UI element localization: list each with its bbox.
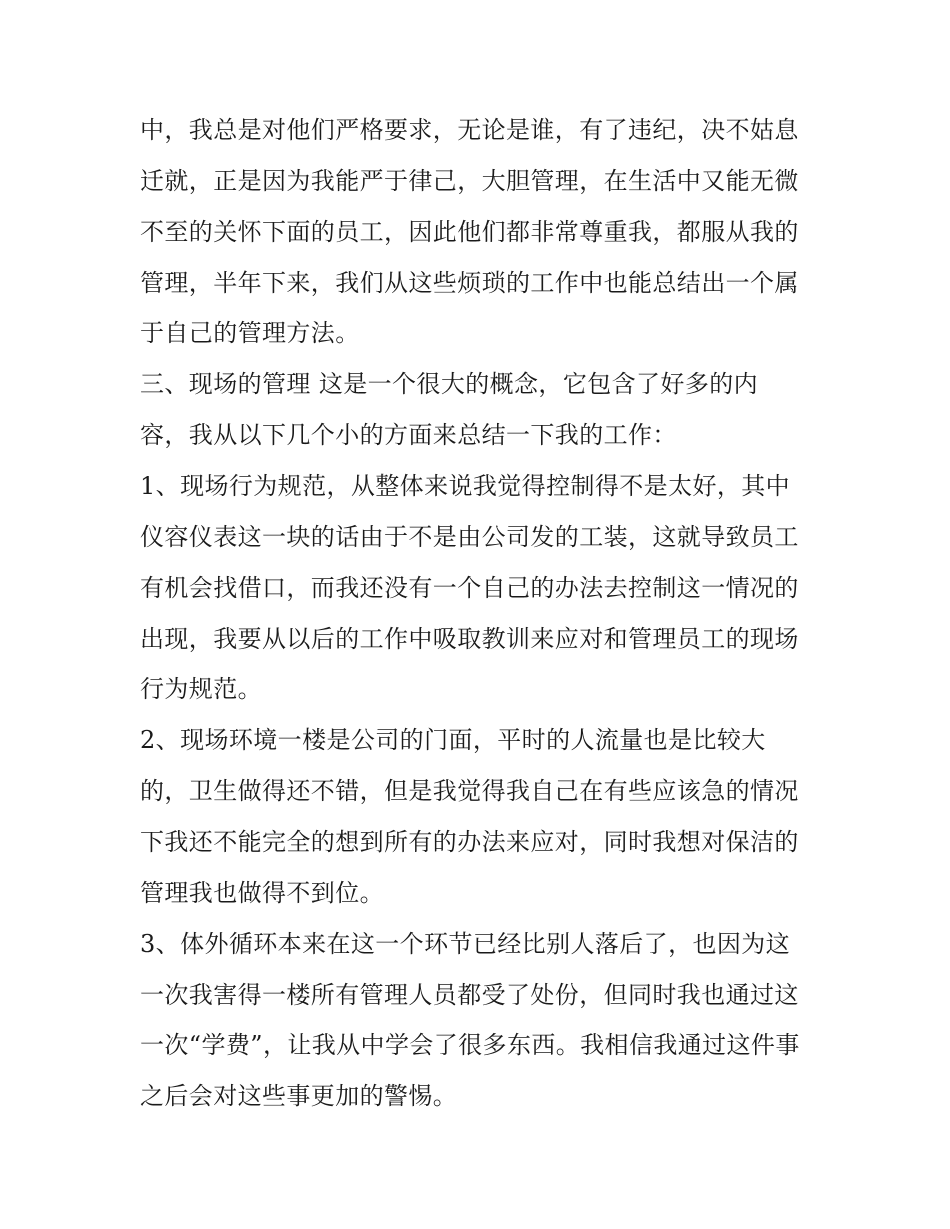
list-item-3: 3、体外循环本来在这一个环节已经比别人落后了，也因为这 [140, 930, 791, 958]
text-line: 中，我总是对他们严格要求，无论是谁，有了违纪，决不姑息 [140, 116, 799, 144]
text-line: 一次我害得一楼所有管理人员都受了处份，但同时我也通过这 [140, 981, 799, 1009]
text-line: 容，我从以下几个小的方面来总结一下我的工作： [140, 421, 677, 449]
text-line: 的，卫生做得还不错，但是我觉得我自己在有些应该急的情况 [140, 777, 799, 805]
text-line: 仪容仪表这一块的话由于不是由公司发的工装，这就导致员工 [140, 523, 799, 551]
text-line: 管理我也做得不到位。 [140, 879, 384, 907]
text-line: 出现，我要从以后的工作中吸取教训来应对和管理员工的现场 [140, 625, 799, 653]
text-line: 于自己的管理方法。 [140, 319, 360, 347]
text-line: 不至的关怀下面的员工，因此他们都非常尊重我，都服从我的 [140, 218, 799, 246]
text-line: 之后会对这些事更加的警惕。 [140, 1082, 458, 1110]
text-line: 下我还不能完全的想到所有的办法来应对，同时我想对保洁的 [140, 828, 799, 856]
text-line: 迁就，正是因为我能严于律己，大胆管理，在生活中又能无微 [140, 167, 799, 195]
text-line: 一次“学费”，让我从中学会了很多东西。我相信我通过这件事 [140, 1031, 800, 1059]
list-item-2: 2、现场环境一楼是公司的门面，平时的人流量也是比较大 [140, 726, 766, 754]
section-heading: 三、现场的管理 这是一个很大的概念，它包含了好多的内 [140, 370, 759, 398]
text-line: 行为规范。 [140, 675, 262, 703]
list-item-1: 1、现场行为规范，从整体来说我觉得控制得不是太好，其中 [140, 472, 791, 500]
text-line: 有机会找借口，而我还没有一个自己的办法去控制这一情况的 [140, 574, 799, 602]
text-line: 管理，半年下来，我们从这些烦琐的工作中也能总结出一个属 [140, 269, 799, 297]
